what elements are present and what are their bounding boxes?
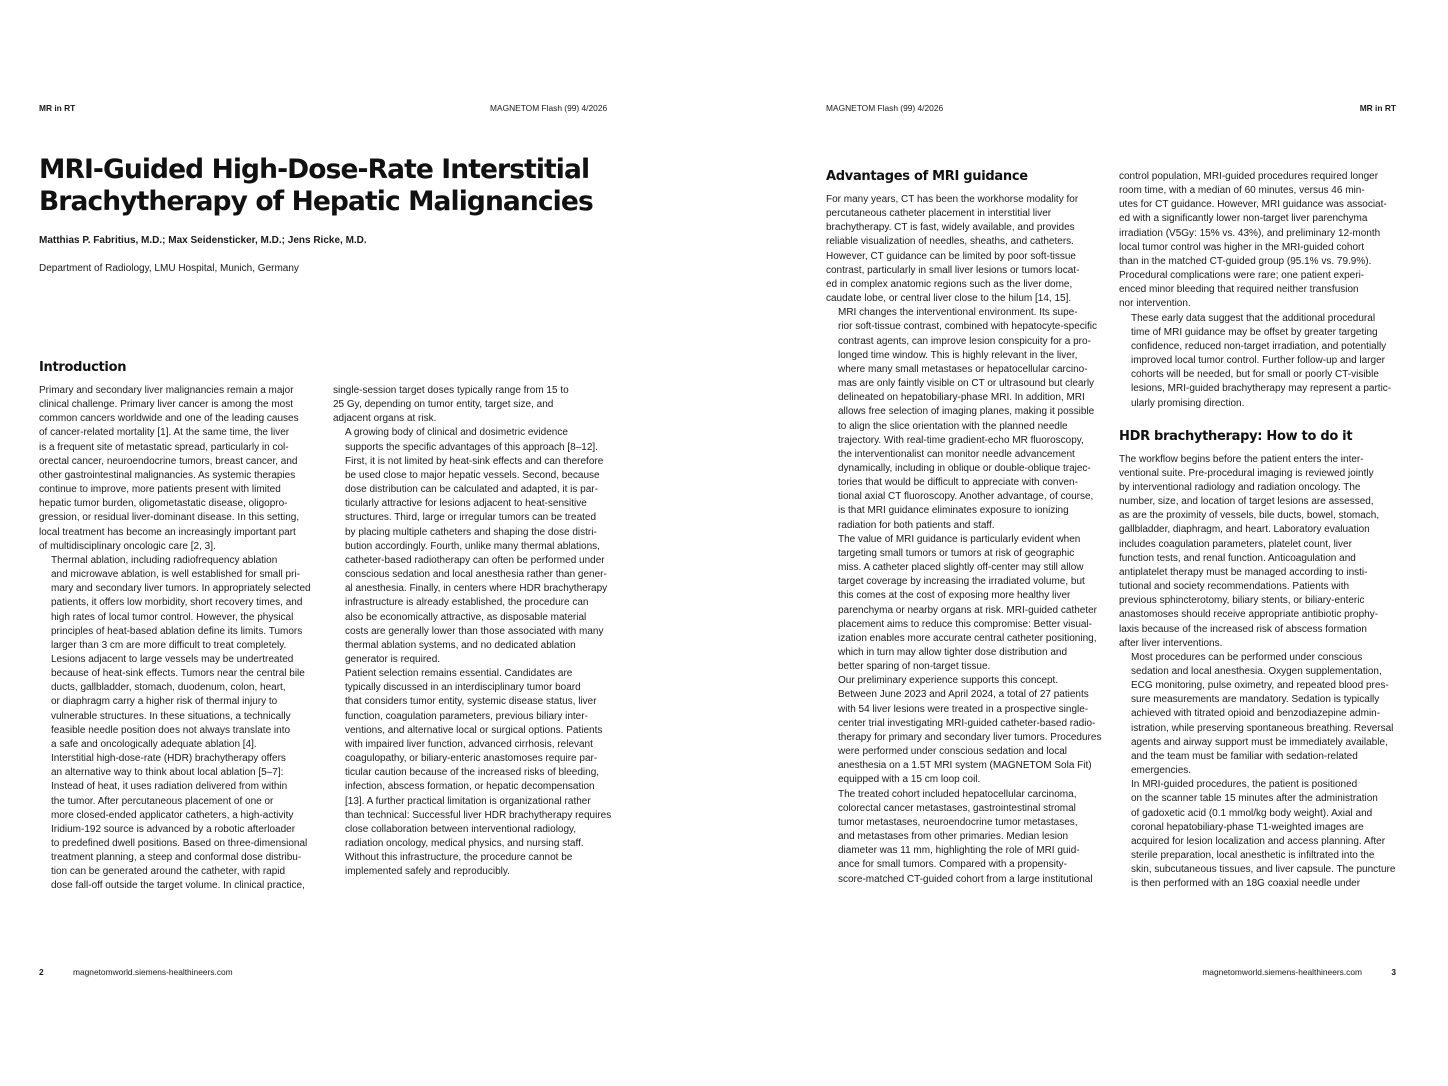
text-line: parenchyma or nearby organs at risk. MRI-guided catheter <box>838 604 1098 616</box>
text-line: single-session target doses typically range from 15 to <box>333 385 569 396</box>
text-line: to align the slice orientation with the planned needle <box>838 420 1068 432</box>
text-line: Instead of heat, it uses radiation delivered from within <box>51 781 288 793</box>
text-line: and microwave ablation, is well established for small pri- <box>51 569 300 581</box>
text-line: equipped with a 15 cm loop coil. <box>838 774 981 786</box>
text-line: better sparing of non-target tissue. <box>838 661 991 673</box>
body-paragraph <box>1119 312 1395 411</box>
text-line: These early data suggest that the additional procedural <box>1131 312 1376 324</box>
text-line: trajectory. With real-time gradient-echo MR fluoroscopy, <box>838 434 1084 446</box>
text-line: more closed-ended applicator catheters, a high-activity <box>51 809 294 821</box>
text-line: In MRI-guided procedures, the patient is positioned <box>1131 779 1358 791</box>
text-line: ventions, and alternative local or surgical options. Patients <box>345 724 603 736</box>
text-line: target coverage by increasing the irradiated volume, but <box>838 576 1085 588</box>
running-head-section: MR in RT <box>39 103 76 113</box>
body-paragraph <box>826 533 1102 675</box>
text-line: vulnerable structures. In these situations, a technically <box>51 710 291 722</box>
text-line: infrastructure is already established, the procedure can <box>345 597 589 609</box>
text-line: rior soft-tissue contrast, combined with hepatocyte-specific <box>838 321 1097 333</box>
text-line: ed in complex anatomic regions such as the liver dome, <box>826 278 1073 290</box>
text-line: targeting small tumors or tumors at risk of geographic <box>838 547 1075 559</box>
body-paragraph <box>39 554 315 752</box>
text-line: tories that would be difficult to appreciate with conven- <box>838 477 1078 489</box>
text-column <box>826 169 1102 887</box>
text-line: implemented safely and reproducibly. <box>345 866 510 878</box>
text-line: continue to improve, more patients present with limited <box>39 484 281 496</box>
text-line: brachytherapy. CT is fast, widely available, and provides <box>826 222 1075 234</box>
text-line: ECG monitoring, pulse oximetry, and repeated blood pres- <box>1131 680 1389 692</box>
title-line: Brachytherapy of Hepatic Malignancies <box>39 186 593 217</box>
running-head-journal: MAGNETOM Flash (99) 4/2026 <box>826 103 944 113</box>
text-line: Our preliminary experience supports this concept. <box>838 675 1059 687</box>
text-line: placement aims to reduce this compromise: Better visual- <box>838 618 1092 630</box>
text-line: ularly promising direction. <box>1131 397 1245 409</box>
text-line: reliable visualization of needles, sheaths, and catheters. <box>826 236 1074 248</box>
body-paragraph <box>826 306 1102 533</box>
text-line: as are the proximity of vessels, bile ducts, bowel, stomach, <box>1119 510 1380 522</box>
body-paragraph <box>826 193 1102 306</box>
text-line: the interventionalist can monitor needle advancement <box>838 448 1075 460</box>
text-line: also be economically attractive, as disposable material <box>345 611 587 623</box>
text-line: Without this infrastructure, the procedure cannot be <box>345 852 573 864</box>
text-line: generator is required. <box>345 653 441 665</box>
text-line: hepatic tumor burden, oligometastatic disease, oligopro- <box>39 498 288 510</box>
text-line: Thermal ablation, including radiofrequency ablation <box>51 554 278 566</box>
text-line: tional axial CT fluoroscopy. Another advantage, of course, <box>838 491 1094 503</box>
body-paragraph <box>1119 170 1395 312</box>
text-line: typically discussed in an interdisciplinary tumor board <box>345 682 581 694</box>
text-line: MRI changes the interventional environment. Its supe- <box>838 307 1078 319</box>
text-line: other gastrointestinal malignancies. As systemic therapies <box>39 469 296 481</box>
text-line: because of heat-sink effects. Tumors near the central bile <box>51 668 305 680</box>
text-line: a safe and oncologically adequate ablation [4]. <box>51 738 257 750</box>
text-line: radiation for both patients and staff. <box>838 519 995 531</box>
text-line: However, CT guidance can be limited by poor soft-tissue <box>826 250 1076 262</box>
text-line: ization enables more accurate central catheter positioning, <box>838 632 1097 644</box>
text-line: that considers tumor entity, systemic disease status, liver <box>345 696 597 708</box>
text-line: common cancers worldwide and one of the leading causes <box>39 413 299 425</box>
text-line: includes coagulation parameters, platelet count, liver <box>1119 538 1352 550</box>
text-line: Iridium-192 source is advanced by a robotic afterloader <box>51 823 296 835</box>
text-line: of multidisciplinary oncologic care [2, 3]. <box>39 540 216 552</box>
text-line: patients, it offers low morbidity, short recovery times, and <box>51 597 303 609</box>
text-line: anesthesia on a 1.5T MRI system (MAGNETOM Sola Fit) <box>838 760 1092 772</box>
body-paragraph <box>1119 778 1395 891</box>
text-line: close collaboration between interventional radiology, <box>345 823 577 835</box>
text-line: center trial investigating MRI-guided catheter-based radio- <box>838 717 1096 729</box>
text-line: caudate lobe, or central liver close to the hilum [14, 15]. <box>826 293 1072 305</box>
text-line: on the scanner table 15 minutes after the administration <box>1131 793 1378 805</box>
text-line: bution accordingly. Fourth, unlike many thermal ablations, <box>345 540 600 552</box>
text-line: adjacent organs at risk. <box>333 413 437 425</box>
text-line: be used close to major hepatic vessels. Second, because <box>345 469 600 481</box>
text-line: the tumor. After percutaneous placement of one or <box>51 795 274 807</box>
text-line: by interventional radiology and radiation oncology. The <box>1119 481 1361 493</box>
text-line: by placing multiple catheters and shaping the dose distri- <box>345 526 597 538</box>
text-line: delineated on hepatobiliary-phase MRI. In addition, MRI <box>838 392 1085 404</box>
text-line: where many small metastases or hepatocellular carcino- <box>838 363 1088 375</box>
text-line: is then performed with an 18G coaxial needle under <box>1131 878 1361 890</box>
text-line: sterile preparation, local anesthetic is infiltrated into the <box>1131 850 1375 862</box>
text-line: than technical: Successful liver HDR brachytherapy requires <box>345 809 612 821</box>
text-line: For many years, CT has been the workhorse modality for <box>826 194 1079 205</box>
section-heading: Advantages of MRI guidance <box>826 169 1028 184</box>
text-line: ed with a significantly lower non-target liver parenchyma <box>1119 213 1368 225</box>
text-line: larger than 3 cm are more difficult to treat completely. <box>51 639 287 651</box>
text-line: gallbladder, diaphragm, and heart. Laboratory evaluation <box>1119 524 1370 536</box>
text-line: were performed under conscious sedation and local <box>838 746 1068 758</box>
text-line: catheter-based radiotherapy can often be performed under <box>345 554 605 566</box>
body-paragraph <box>39 384 315 554</box>
text-line: 25 Gy, depending on tumor entity, target size, and <box>333 399 554 411</box>
article-title <box>39 154 679 218</box>
text-line: previous sphincterotomy, biliary stents, or biliary-enteric <box>1119 595 1365 607</box>
text-line: score-matched CT-guided cohort from a large institutional <box>838 873 1093 885</box>
text-line: The treated cohort included hepatocellular carcinoma, <box>838 788 1077 800</box>
text-line: tion can be generated around the catheter, with rapid <box>51 866 286 878</box>
text-line: The workflow begins before the patient enters the inter- <box>1119 453 1364 465</box>
text-line: or diaphragm carry a higher risk of thermal injury to <box>51 696 278 708</box>
text-line: conscious sedation and local anesthesia rather than gener- <box>345 569 607 581</box>
text-line: acquired for lesion localization and access planning. After <box>1131 835 1386 847</box>
text-line: Primary and secondary liver malignancies remain a major <box>39 385 294 396</box>
body-paragraph <box>1119 651 1395 778</box>
text-line: infection, abscess formation, or hepatic decompensation <box>345 781 595 793</box>
body-paragraph <box>826 674 1102 787</box>
text-line: coronal hepatobiliary-phase T1-weighted images are <box>1131 821 1364 833</box>
text-line: function, coagulation parameters, previous biliary inter- <box>345 710 588 722</box>
text-line: First, it is not limited by heat-sink effects and can therefore <box>345 455 604 467</box>
text-line: ticular caution because of the increased risks of bleeding, <box>345 767 600 779</box>
text-line: sedation and local anesthesia. Oxygen supplementation, <box>1131 666 1382 677</box>
text-line: clinical challenge. Primary liver cancer is among the most <box>39 399 293 411</box>
footer-url: magnetomworld.siemens-healthineers.com <box>73 967 233 977</box>
text-line: of cancer-related mortality [1]. At the same time, the liver <box>39 427 290 439</box>
text-line: radiation oncology, medical physics, and nursing staff. <box>345 838 584 849</box>
text-line: laxis because of the increased risk of abscess formation <box>1119 623 1367 635</box>
text-line: The value of MRI guidance is particularly evident when <box>838 533 1081 545</box>
text-line: control population, MRI-guided procedures required longer <box>1119 171 1379 182</box>
text-line: contrast agents, can improve lesion conspicuity for a pro- <box>838 335 1091 347</box>
body-paragraph <box>826 788 1102 887</box>
text-line: than in the matched CT-guided group (95.1% vs. 79.9%). <box>1119 255 1372 267</box>
text-column <box>39 360 315 894</box>
text-line: room time, with a median of 60 minutes, versus 46 min- <box>1119 185 1365 197</box>
text-line: feasible needle position does not always translate into <box>51 724 291 736</box>
text-line: is that MRI guidance eliminates exposure to ionizing <box>838 505 1069 517</box>
running-head-section: MR in RT <box>1359 103 1396 113</box>
text-line: therapy for primary and secondary liver tumors. Procedures <box>838 731 1102 743</box>
text-line: longed time window. This is highly relevant in the liver, <box>838 349 1078 361</box>
text-line: sure measurements are mandatory. Sedation is typically <box>1131 694 1380 706</box>
text-line: A growing body of clinical and dosimetric evidence <box>345 427 568 439</box>
text-line: time of MRI guidance may be offset by greater targeting <box>1131 326 1378 338</box>
text-column <box>1119 170 1395 892</box>
text-line: ventional suite. Pre-procedural imaging is reviewed jointly <box>1119 467 1374 479</box>
text-line: Most procedures can be performed under conscious <box>1131 651 1363 663</box>
authors: Matthias P. Fabritius, M.D.; Max Seidensticker, M.D.; Jens Ricke, M.D. <box>39 235 367 246</box>
text-line: nor intervention. <box>1119 298 1191 310</box>
text-line: percutaneous catheter placement in interstitial liver <box>826 208 1052 220</box>
text-line: structures. Third, large or irregular tumors can be treated <box>345 512 597 524</box>
text-line: with 54 liver lesions were treated in a prospective single- <box>838 703 1089 715</box>
text-column <box>333 384 612 879</box>
text-line: orectal cancer, neuroendocrine tumors, breast cancer, and <box>39 455 298 467</box>
text-line: ticularly attractive for lesions adjacent to heat-sensitive <box>345 498 587 510</box>
text-line: al anesthesia. Finally, in centers where HDR brachytherapy <box>345 583 608 595</box>
footer-url: magnetomworld.siemens-healthineers.com <box>1202 967 1362 977</box>
text-line: contrast, particularly in small liver lesions or tumors locat- <box>826 264 1080 276</box>
text-line: antiplatelet therapy must be managed according to insti- <box>1119 566 1368 578</box>
text-line: with impaired liver function, advanced cirrhosis, relevant <box>345 738 593 750</box>
right-page <box>724 0 1448 1086</box>
text-line: of gadoxetic acid (0.1 mmol/kg body weight). Axial and <box>1131 807 1373 819</box>
text-line: istration, while preserving spontaneous breathing. Reversal <box>1131 722 1394 734</box>
text-line: supports the specific advantages of this approach [8–12]. <box>345 441 598 453</box>
text-line: irradiation (V5Gy: 15% vs. 43%), and preliminary 12-month <box>1119 227 1381 239</box>
text-line: agents and airway support must be immediately available, <box>1131 736 1388 748</box>
text-line: dynamically, including in oblique or double-oblique trajec- <box>838 462 1091 474</box>
body-paragraph <box>333 667 612 879</box>
text-line: anastomoses should receive appropriate antibiotic prophy- <box>1119 609 1379 621</box>
text-line: an alternative way to think about local ablation [5–7]: <box>51 767 284 779</box>
text-line: after liver interventions. <box>1119 637 1223 649</box>
section-heading: Introduction <box>39 360 127 375</box>
text-line: improved local tumor control. Further follow-up and larger <box>1131 355 1385 367</box>
text-line: lesions, MRI-guided brachytherapy may represent a partic- <box>1131 383 1392 395</box>
text-line: diameter was 11 mm, highlighting the role of MRI guid- <box>838 845 1080 857</box>
text-line: [13]. A further practical limitation is organizational rather <box>345 795 591 807</box>
text-line: tumor metastases, neuroendocrine tumor metastases, <box>838 816 1078 828</box>
text-line: gression, or residual liver-dominant disease. In this setting, <box>39 512 300 524</box>
running-head-journal: MAGNETOM Flash (99) 4/2026 <box>490 103 608 113</box>
text-line: thermal ablation systems, and no dedicated ablation <box>345 639 576 651</box>
text-line: ducts, gallbladder, stomach, duodenum, colon, heart, <box>51 682 286 694</box>
text-line: allows free selection of imaging planes, making it possible <box>838 406 1095 418</box>
text-line: Interstitial high-dose-rate (HDR) brachytherapy offers <box>51 753 286 765</box>
affiliation: Department of Radiology, LMU Hospital, Munich, Germany <box>39 263 299 274</box>
text-line: confidence, reduced non-target irradiation, and potentially <box>1131 340 1387 352</box>
text-line: ance for small tumors. Compared with a propensity- <box>838 859 1067 871</box>
text-line: cohorts will be needed, but for small or poorly CT-visible <box>1131 369 1379 381</box>
text-line: emergencies. <box>1131 765 1192 777</box>
text-line: achieved with titrated opioid and benzodiazepine admin- <box>1131 708 1381 720</box>
text-line: function tests, and renal function. Anticoagulation and <box>1119 552 1356 564</box>
text-line: local tumor control was higher in the MRI-guided cohort <box>1119 241 1365 253</box>
text-line: Between June 2023 and April 2024, a total of 27 patients <box>838 689 1089 701</box>
text-line: high rates of local tumor control. However, the physical <box>51 611 294 623</box>
text-line: principles of heat-based ablation define its limits. Tumors <box>51 625 303 637</box>
text-line: Procedural complications were rare; one patient experi- <box>1119 270 1365 282</box>
text-line: coagulopathy, or biliary-enteric anastomoses require par- <box>345 753 598 765</box>
text-line: number, size, and location of target lesions are assessed, <box>1119 496 1374 508</box>
text-line: enced minor bleeding that required neither transfusion <box>1119 284 1359 296</box>
text-line: dose fall-off outside the target volume. In clinical practice, <box>51 880 305 892</box>
text-line: Lesions adjacent to large vessels may be undertreated <box>51 653 294 665</box>
text-line: local treatment has become an increasingly important part <box>39 526 296 538</box>
text-line: Patient selection remains essential. Candidates are <box>345 668 573 680</box>
text-line: mas are only faintly visible on CT or ultrasound but clearly <box>838 378 1095 390</box>
text-line: treatment planning, a steep and conformal dose distribu- <box>51 852 302 864</box>
text-line: and metastases from other primaries. Median lesion <box>838 831 1069 843</box>
text-line: skin, subcutaneous tissues, and liver capsule. The puncture <box>1131 864 1396 876</box>
text-line: this comes at the cost of exposing more healthy liver <box>838 590 1071 602</box>
body-paragraph <box>1119 453 1395 651</box>
text-line: costs are generally lower than those associated with many <box>345 625 604 637</box>
page-number: 3 <box>1391 967 1396 977</box>
text-line: and the team must be familiar with sedation-related <box>1131 750 1358 762</box>
text-line: dose distribution can be calculated and adapted, it is par- <box>345 484 598 496</box>
title-line: MRI-Guided High-Dose-Rate Interstitial <box>39 154 590 185</box>
text-line: which in turn may allow tighter dose distribution and <box>838 647 1068 658</box>
page-number: 2 <box>39 967 44 977</box>
text-line: utes for CT guidance. However, MRI guidance was associat- <box>1119 199 1387 211</box>
section-heading: HDR brachytherapy: How to do it <box>1119 428 1353 444</box>
text-line: mary and secondary liver tumors. In appropriately selected <box>51 583 311 595</box>
text-line: to predefined dwell positions. Based on three-dimensional <box>51 838 308 849</box>
text-line: tutional and society recommendations. Patients with <box>1119 581 1350 593</box>
text-line: colorectal cancer metastases, gastrointestinal stromal <box>838 802 1076 814</box>
body-paragraph <box>333 384 609 426</box>
text-line: miss. A catheter placed slightly off-center may still allow <box>838 562 1084 574</box>
text-line: is a frequent site of metastatic spread, particularly in col- <box>39 441 289 453</box>
body-paragraph <box>333 426 609 667</box>
body-paragraph <box>39 752 315 894</box>
